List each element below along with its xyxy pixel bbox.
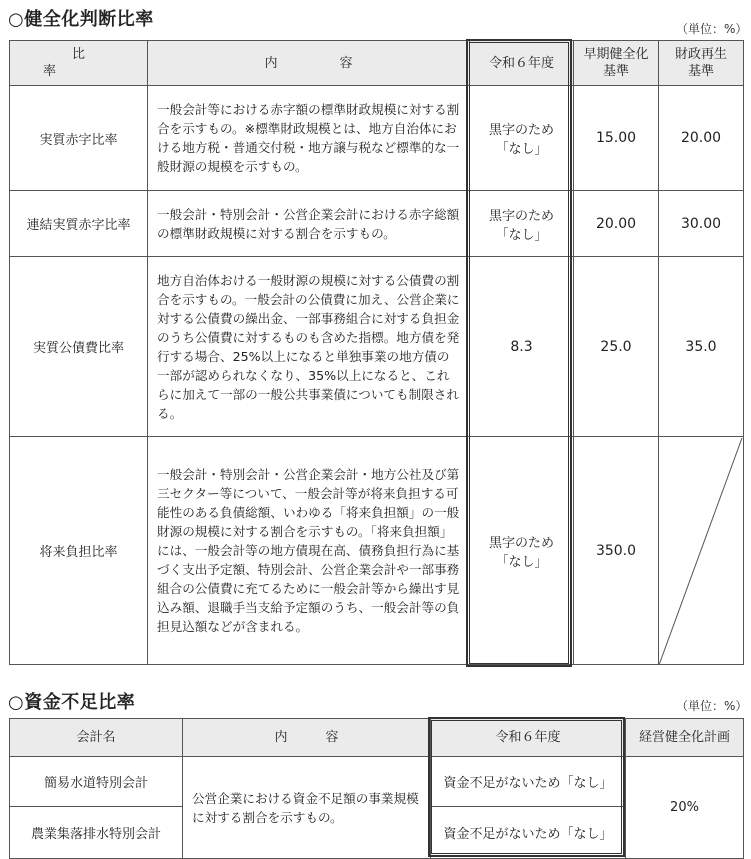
table-row <box>10 757 744 807</box>
header-content: 内容 <box>148 41 470 86</box>
ratio-name: 実質赤字比率 <box>10 86 148 191</box>
ratio-name: 実質公債費比率 <box>10 257 148 437</box>
header-rebuild-standard: 財政再生 基準 <box>659 41 744 86</box>
section2-unit: （単位：%） <box>676 699 748 713</box>
fund-shortage-value: 資金不足がないため「なし」 <box>431 807 626 859</box>
header-content: 内容 <box>183 719 431 757</box>
header-early-standard: 早期健全化 基準 <box>574 41 659 86</box>
plan-value: 20% <box>626 757 744 859</box>
not-applicable-slash <box>658 437 744 666</box>
rebuild-standard-value: 35.0 <box>659 257 744 437</box>
ratio-name: 将来負担比率 <box>10 437 148 665</box>
account-name: 簡易水道特別会計 <box>10 757 183 807</box>
ratio-value: 8.3 <box>470 257 574 437</box>
ratio-content: 地方自治体おける一般財源の規模に対する公債費の割合を示すもの。一般会計の公債費に加え、公営企業に対する公債費の繰出金、一部事務組合に対する負担金のうち公債費に対するものも含めた指標。地方債を発行する場合、25%以上になると単独事業の地方債の一部が認められなくなり、35%以上になると、これらに加えて一部の一般公共事業債についても制限される。 <box>148 257 470 437</box>
fund-shortage-table <box>9 718 744 859</box>
early-standard-value: 20.00 <box>574 191 659 257</box>
soundness-ratio-table <box>9 40 744 665</box>
header-year: 令和６年度 <box>470 41 574 86</box>
header-plan: 経営健全化計画 <box>626 719 744 757</box>
ratio-content: 一般会計等における赤字額の標準財政規模に対する割合を示すもの。※標準財政規模とは、地方自治体における地方税・普通交付税・地方譲与税など標準的な一般財源の規模を示すもの。 <box>148 86 470 191</box>
early-standard-value: 350.0 <box>574 437 659 665</box>
header-ratio: 比率 <box>10 41 148 86</box>
rebuild-standard-value: 30.00 <box>659 191 744 257</box>
header-account: 会計名 <box>10 719 183 757</box>
table-row <box>10 86 744 191</box>
fund-shortage-content: 公営企業における資金不足額の事業規模に対する割合を示すもの。 <box>183 757 431 859</box>
early-standard-value: 25.0 <box>574 257 659 437</box>
ratio-content: 一般会計・特別会計・公営企業会計・地方公社及び第三セクター等について、一般会計等が将来負担する可能性のある負債総額、いわゆる「将来負担額」の一般財源の規模に対する割合を示すもの。「将来負担額」には、一般会計等の地方債現在高、債務負担行為に基づく支出予定額、特別会計、公営企業会計や一部事務組合の公債費に充てるために一般会計等から繰出す見込み額、退職手当支給予定額のうち、一般会計等の負担見込額などが含まれる。 <box>148 437 470 665</box>
ratio-value: 黒字のため 「なし」 <box>470 437 574 665</box>
ratio-value: 黒字のため 「なし」 <box>470 191 574 257</box>
ratio-value: 黒字のため 「なし」 <box>470 86 574 191</box>
ratio-name: 連結実質赤字比率 <box>10 191 148 257</box>
early-standard-value: 15.00 <box>574 86 659 191</box>
table-row <box>10 257 744 437</box>
table-row <box>10 437 744 665</box>
section1-unit: （単位：%） <box>676 22 748 36</box>
header-year: 令和６年度 <box>431 719 626 757</box>
section2-title: ○資金不足比率 <box>8 692 136 713</box>
ratio-content: 一般会計・特別会計・公営企業会計における赤字総額の標準財政規模に対する割合を示すもの。 <box>148 191 470 257</box>
table-row <box>10 191 744 257</box>
rebuild-standard-value: 20.00 <box>659 86 744 191</box>
account-name: 農業集落排水特別会計 <box>10 807 183 859</box>
section1-title: ○健全化判断比率 <box>8 9 154 30</box>
fund-shortage-value: 資金不足がないため「なし」 <box>431 757 626 807</box>
